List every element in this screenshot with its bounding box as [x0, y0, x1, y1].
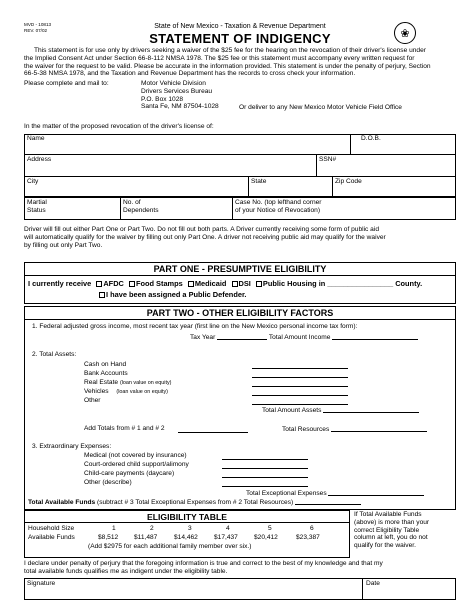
real-estate-input[interactable] [252, 386, 348, 387]
state-field[interactable] [248, 177, 328, 197]
size-cell: 6 [310, 525, 314, 532]
tax-year-label: Tax Year [190, 334, 216, 341]
size-cell: 1 [112, 525, 116, 532]
zip-label: Zip Code [335, 178, 362, 185]
public-defender-option: I have been assigned a Public Defender. [96, 290, 246, 299]
form-revision: REV. 07/02 [24, 28, 48, 33]
public-defender-checkbox[interactable] [99, 292, 105, 298]
part-one-options: I currently receive AFDC Food Stamps Medicaid DSI Public Housing in ________________ County. [28, 279, 423, 288]
q1-fields [190, 333, 418, 342]
available-funds-input[interactable] [295, 498, 361, 505]
agency-name: State of New Mexico - Taxation & Revenue Department [154, 23, 326, 30]
expenses-list: Medical (not covered by insurance) Court-ordered child support/alimony Child-care payments (daycare) Other (describe) [84, 452, 189, 486]
dsi-checkbox[interactable] [232, 281, 238, 287]
address-field[interactable] [24, 155, 314, 175]
date-field[interactable] [363, 579, 456, 599]
q3-label: 3. Extraordinary Expenses: [32, 443, 112, 450]
assets-list: Cash on Hand Bank Accounts Real Estate (loan value on equity) Vehicles (loan value on equity) Other [84, 361, 172, 404]
other-assets-input[interactable] [252, 404, 348, 405]
funds-cell: $17,437 [214, 534, 238, 541]
county-field[interactable]: in ________________ County. [318, 279, 423, 288]
q1-label: 1. Federal adjusted gross income, most recent tax year (first line on the New Mexico personal income tax form): [32, 323, 358, 330]
eligibility-side-note: If Total Available Funds (above) is more than your correct Eligibility Table column at left, you do not qualify for the waiver. [354, 511, 430, 550]
dob-label: D.O.B. [361, 135, 381, 142]
add-totals-input[interactable] [178, 432, 248, 433]
medicaid-checkbox[interactable] [188, 281, 194, 287]
available-funds-label: Available Funds [28, 534, 75, 541]
marital-status-field[interactable]: Martial Status [27, 199, 47, 214]
vehicles-input[interactable] [252, 395, 348, 396]
public-housing-checkbox[interactable] [256, 281, 262, 287]
instructions-text: Driver will fill out either Part One or Part Two. Do not fill out both parts. A Driver currently receiving some form of public aid will automatically qualify for the waiver by filling out only Part One. A driver not receiving public aid may qualify for the waiver by filling out only Part Two. [24, 226, 386, 249]
total-assets-input[interactable] [323, 406, 419, 413]
bank-input[interactable] [252, 377, 348, 378]
other-expenses-input[interactable] [222, 486, 308, 487]
size-cell: 3 [188, 525, 192, 532]
declaration-text: I declare under penalty of perjury that the foregoing information is true and correct to the best of my knowledge and that my total available funds qualifies me as indigent under the eligibility table. [24, 560, 383, 575]
afdc-checkbox[interactable] [96, 281, 102, 287]
address-label: Address [27, 156, 52, 163]
funds-cell: $14,462 [174, 534, 198, 541]
mail-alternative: Or deliver to any New Mexico Motor Vehicle Field Office [239, 104, 402, 111]
total-resources-row: Total Resources [282, 425, 427, 434]
case-number-field[interactable]: Case No. (top lefthand corner of your Notice of Revocation) [235, 199, 322, 214]
total-expenses-input[interactable] [328, 489, 424, 496]
size-cell: 5 [268, 525, 272, 532]
size-cell: 4 [226, 525, 230, 532]
funds-cell: $23,387 [296, 534, 320, 541]
funds-cell: $20,412 [254, 534, 278, 541]
cash-input[interactable] [252, 368, 348, 369]
q2-label: 2. Total Assets: [32, 351, 77, 358]
city-label: City [27, 178, 39, 185]
zip-field[interactable] [332, 177, 456, 197]
state-seal-icon: ❀ [394, 22, 416, 44]
dob-field[interactable] [358, 134, 456, 154]
total-income-input[interactable] [332, 333, 418, 340]
add-totals-label: Add Totals from # 1 and # 2 [84, 425, 165, 432]
total-income-label: Total Amount Income [268, 334, 331, 341]
name-label: Name [27, 135, 45, 142]
size-cell: 2 [150, 525, 154, 532]
part-one-heading: PART ONE - PRESUMPTIVE ELIGIBILITY [153, 264, 327, 274]
food-stamps-checkbox[interactable] [129, 281, 135, 287]
mail-address: Motor Vehicle Division Drivers Services Bureau P.O. Box 1028 Santa Fe, NM 87504-1028 [141, 80, 219, 111]
form-id: MVD - 10813 [24, 22, 52, 27]
medical-input[interactable] [222, 459, 308, 460]
matter-line: In the matter of the proposed revocation of the driver's license of: [24, 123, 214, 130]
dependents-field[interactable]: No. of Dependents [123, 199, 159, 214]
signature-field[interactable] [24, 579, 362, 599]
date-label: Date [366, 580, 380, 587]
tax-year-input[interactable] [217, 333, 267, 340]
available-funds-row: Total Available Funds (subtract # 3 Total Exceptional Expenses from # 2 Total Resources) [28, 498, 361, 507]
eligibility-values [98, 525, 348, 543]
name-field[interactable] [24, 134, 350, 154]
funds-cell: $8,512 [98, 534, 119, 541]
intro-text: This statement is for use only by drivers seeking a waiver of the $25 fee for the hearing on the revocation of their driver's license under the Implied Consent Act under Section 66-8-112 NMSA 1978. The $25 fee or this statement must accompany every written request for the waiver for the request to be valid. Please be accurate in the information provided. This statement is under the penalty of perjury, Section 66-5-38 NMSA 1978, and the Taxation and Revenue Department has the records to cross check your information. [24, 47, 431, 78]
child-care-input[interactable] [222, 477, 308, 478]
eligibility-heading: ELIGIBILITY TABLE [147, 512, 227, 522]
part-two-heading: PART TWO - OTHER ELIGIBILITY FACTORS [146, 308, 334, 318]
state-label: State [251, 178, 267, 185]
child-support-input[interactable] [222, 468, 308, 469]
page-title: STATEMENT OF INDIGENCY [149, 31, 331, 46]
ssn-label: SSN# [319, 156, 337, 163]
funds-cell: $11,487 [134, 534, 158, 541]
household-size-label: Household Size [28, 525, 75, 532]
receive-label: I currently receive [28, 279, 92, 288]
total-expenses-row: Total Exceptional Expenses [246, 489, 424, 498]
eligibility-note: (Add $2975 for each additional family member over six.) [88, 543, 252, 550]
city-field[interactable] [24, 177, 244, 197]
signature-label: Signature [27, 580, 56, 587]
mail-label: Please complete and mail to: [24, 80, 109, 87]
total-resources-input[interactable] [331, 425, 427, 432]
ssn-field[interactable] [316, 155, 456, 175]
total-assets-row: Total Amount Assets [262, 406, 419, 415]
